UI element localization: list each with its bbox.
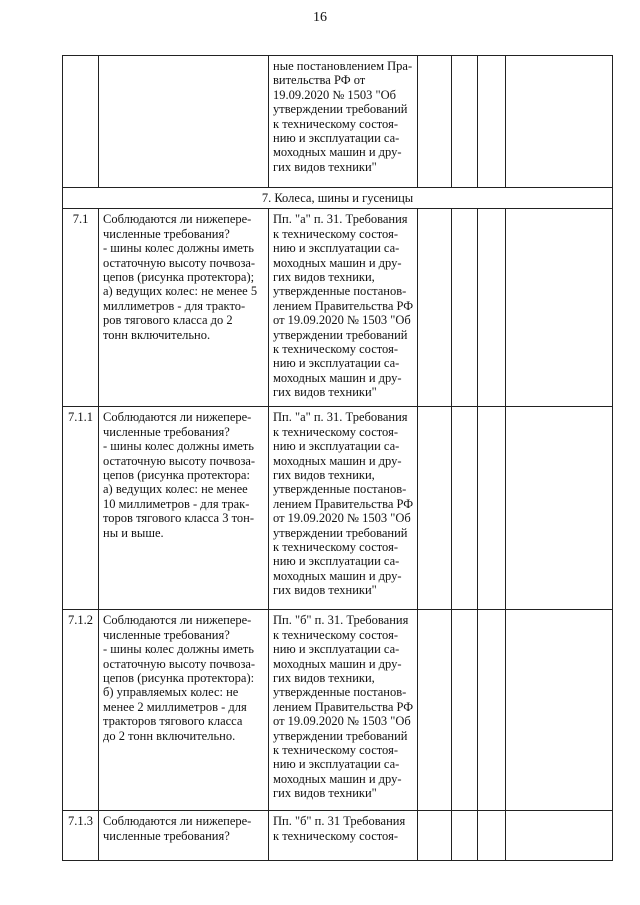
text-line: к техническому состоя- [273, 226, 398, 241]
table-row [63, 610, 613, 811]
cell-note [506, 811, 613, 861]
continuation-row [63, 56, 613, 188]
cell-yes [418, 56, 452, 188]
text-line: гих видов техники" [273, 159, 377, 174]
text-line: б) управляемых колес: не [103, 685, 239, 700]
row-number: 7.1.1 [63, 407, 99, 610]
cell-yes [418, 407, 452, 610]
text-line: Пп. "б" п. 31 Требования [273, 814, 406, 829]
table-row [63, 407, 613, 610]
text-line: численные требования? [103, 828, 230, 843]
cell-na [478, 610, 506, 811]
cell-no [452, 407, 478, 610]
text-line: 10 миллиметров - для трак- [103, 496, 250, 511]
question-text [103, 613, 264, 743]
text-line: к техническому состоя- [273, 828, 398, 843]
text-line: цепов (рисунка протектора: [103, 468, 250, 483]
text-line: нию и эксплуатации са- [273, 642, 400, 657]
cell-yes [418, 811, 452, 861]
table-row [63, 209, 613, 407]
text-line: гих видов техники" [273, 385, 377, 400]
question-text [103, 410, 264, 540]
text-line: ров тягового класса до 2 [103, 313, 233, 328]
text-line: Соблюдаются ли нижепере- [103, 613, 252, 628]
cell-note [506, 407, 613, 610]
text-line: торов тягового класса 3 тон- [103, 511, 255, 526]
question-text [103, 814, 264, 843]
text-line: от 19.09.2020 № 1503 "Об [273, 313, 411, 328]
cell-note [506, 209, 613, 407]
cell-note [506, 56, 613, 188]
text-line: гих видов техники, [273, 671, 375, 686]
text-line: моходных машин и дру- [273, 255, 402, 270]
text-line: гих видов техники, [273, 270, 375, 285]
cell-reference [269, 610, 418, 811]
text-line: лением Правительства РФ [273, 496, 414, 511]
cell-no [452, 209, 478, 407]
table-row [63, 811, 613, 861]
text-line: утверждении требований [273, 728, 408, 743]
text-line: до 2 тонн включительно. [103, 728, 236, 743]
text-line: менее 2 миллиметров - для [103, 699, 247, 714]
text-line: утверждении требований [273, 102, 408, 117]
cell-reference [269, 407, 418, 610]
text-line: к техническому состоя- [273, 627, 398, 642]
text-line: моходных машин и дру- [273, 145, 402, 160]
text-line: утвержденные постанов- [273, 685, 407, 700]
text-line: миллиметров - для тракто- [103, 298, 246, 313]
cell-yes [418, 610, 452, 811]
text-line: цепов (рисунка протектора); [103, 270, 255, 285]
row-number: 7.1 [63, 209, 99, 407]
cell-na [478, 407, 506, 610]
reference-text [273, 814, 413, 843]
text-line: Соблюдаются ли нижепере- [103, 410, 252, 425]
text-line: моходных машин и дру- [273, 771, 402, 786]
text-line: Пп. "а" п. 31. Требования [273, 410, 408, 425]
text-line: Соблюдаются ли нижепере- [103, 814, 252, 829]
text-line: к техническому состоя- [273, 116, 398, 131]
text-line: численные требования? [103, 226, 230, 241]
cell-no [452, 811, 478, 861]
text-line: вительства РФ от [273, 73, 366, 88]
text-line: Пп. "б" п. 31. Требования [273, 613, 409, 628]
text-line: моходных машин и дру- [273, 453, 402, 468]
cell-no [452, 56, 478, 188]
reference-text [273, 212, 413, 399]
text-line: а) ведущих колес: не менее 5 [103, 284, 258, 299]
text-line: утверждении требований [273, 525, 408, 540]
text-line: лением Правительства РФ [273, 699, 414, 714]
text-line: нию и эксплуатации са- [273, 757, 400, 772]
row-number: 7.1.2 [63, 610, 99, 811]
text-line: от 19.09.2020 № 1503 "Об [273, 714, 411, 729]
reference-text [273, 613, 413, 800]
text-line: гих видов техники" [273, 583, 377, 598]
text-line: 19.09.2020 № 1503 "Об [273, 87, 397, 102]
text-line: цепов (рисунка протектора): [103, 671, 255, 686]
text-line: тракторов тягового класса [103, 714, 243, 729]
text-line: численные требования? [103, 424, 230, 439]
text-line: численные требования? [103, 627, 230, 642]
text-line: остаточную высоту почвоза- [103, 656, 256, 671]
question-text [103, 212, 264, 342]
section-row [63, 188, 613, 209]
cell-reference [269, 209, 418, 407]
text-line: от 19.09.2020 № 1503 "Об [273, 511, 411, 526]
text-line: утвержденные постанов- [273, 284, 407, 299]
cell-reference [269, 811, 418, 861]
cell-note [506, 610, 613, 811]
text-line: ны и выше. [103, 525, 164, 540]
text-line: - шины колес должны иметь [103, 241, 254, 256]
text-line: утверждении требований [273, 327, 408, 342]
text-line: остаточную высоту почвоза- [103, 255, 256, 270]
cell-question [99, 407, 269, 610]
cell-no [452, 610, 478, 811]
text-line: к техническому состоя- [273, 540, 398, 555]
text-line: а) ведущих колес: не менее [103, 482, 248, 497]
text-line: Пп. "а" п. 31. Требования [273, 212, 408, 227]
text-line: нию и эксплуатации са- [273, 439, 400, 454]
text-line: остаточную высоту почвоза- [103, 453, 256, 468]
text-line: гих видов техники" [273, 786, 377, 801]
text-line: утвержденные постанов- [273, 482, 407, 497]
cell-yes [418, 209, 452, 407]
text-line: нию и эксплуатации са- [273, 241, 400, 256]
reference-text [273, 59, 413, 174]
section-title: 7. Колеса, шины и гусеницы [63, 188, 613, 209]
checklist-table [62, 55, 613, 861]
text-line: нию и эксплуатации са- [273, 356, 400, 371]
row-number: 7.1.3 [63, 811, 99, 861]
cell-question [99, 811, 269, 861]
cell-number [63, 56, 99, 188]
text-line: к техническому состоя- [273, 342, 398, 357]
text-line: нию и эксплуатации са- [273, 131, 400, 146]
text-line: моходных машин и дру- [273, 568, 402, 583]
cell-na [478, 56, 506, 188]
text-line: гих видов техники, [273, 468, 375, 483]
text-line: ные постановлением Пра- [273, 59, 413, 73]
text-line: к техническому состоя- [273, 743, 398, 758]
text-line: - шины колес должны иметь [103, 439, 254, 454]
text-line: нию и эксплуатации са- [273, 554, 400, 569]
text-line: моходных машин и дру- [273, 370, 402, 385]
text-line: к техническому состоя- [273, 424, 398, 439]
cell-question [99, 610, 269, 811]
cell-question [99, 209, 269, 407]
page-number: 16 [313, 10, 327, 25]
cell-na [478, 209, 506, 407]
text-line: тонн включительно. [103, 327, 211, 342]
cell-question [99, 56, 269, 188]
cell-na [478, 811, 506, 861]
text-line: моходных машин и дру- [273, 656, 402, 671]
reference-text [273, 410, 413, 597]
text-line: - шины колес должны иметь [103, 642, 254, 657]
text-line: лением Правительства РФ [273, 298, 414, 313]
cell-reference [269, 56, 418, 188]
text-line: Соблюдаются ли нижепере- [103, 212, 252, 227]
